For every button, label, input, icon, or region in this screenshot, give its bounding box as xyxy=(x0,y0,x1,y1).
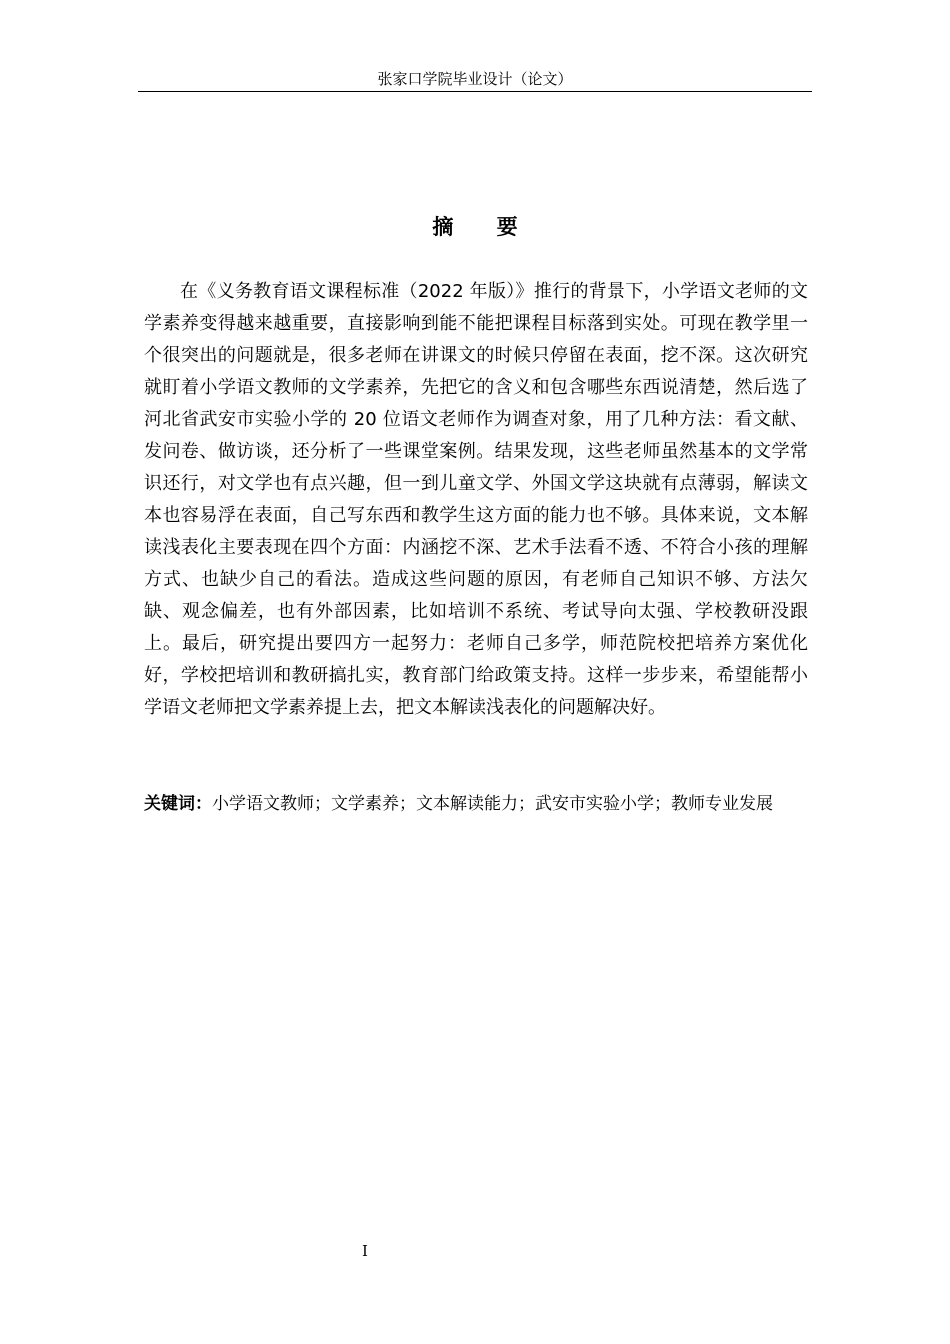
abstract-body: 在《义务教育语文课程标准（2022 年版）》推行的背景下，小学语文老师的文学素养变得越来越重要，直接影响到能不能把课程目标落到实处。可现在教学里一个很突出的问题就是，很多老师在讲课文的时候只停留在表面，挖不深。这次研究就盯着小学语文教师的文学素养，先把它的含义和包含哪些东西说清楚，然后选了河北省武安市实验小学的 20 位语文老师作为调查对象，用了几种方法：看文献、发问卷、做访谈，还分析了一些课堂案例。结果发现，这些老师虽然基本的文学常识还行，对文学也有点兴趣，但一到儿童文学、外国文学这块就有点薄弱，解读文本也容易浮在表面，自己写东西和教学生这方面的能力也不够。具体来说，文本解读浅表化主要表现在四个方面：内涵挖不深、艺术手法看不透、不符合小孩的理解方式、也缺少自己的看法。造成这些问题的原因，有老师自己知识不够、方法欠缺、观念偏差，也有外部因素，比如培训不系统、考试导向太强、学校教研没跟上。最后，研究提出要四方一起努力：老师自己多学，师范院校把培养方案优化好，学校把培训和教研搞扎实，教育部门给政策支持。这样一步步来，希望能帮小学语文老师把文学素养提上去，把文本解读浅表化的问题解决好。 xyxy=(144,281,808,718)
keywords-line xyxy=(144,788,808,820)
abstract-title: 摘 要 xyxy=(432,215,536,239)
keywords-label: 关键词： xyxy=(144,794,212,814)
page-number: I xyxy=(362,1242,368,1260)
page-header: 张家口学院毕业设计（论文） xyxy=(138,70,812,92)
keywords-text: 小学语文教师；文学素养；文本解读能力；武安市实验小学；教师专业发展 xyxy=(212,794,773,814)
